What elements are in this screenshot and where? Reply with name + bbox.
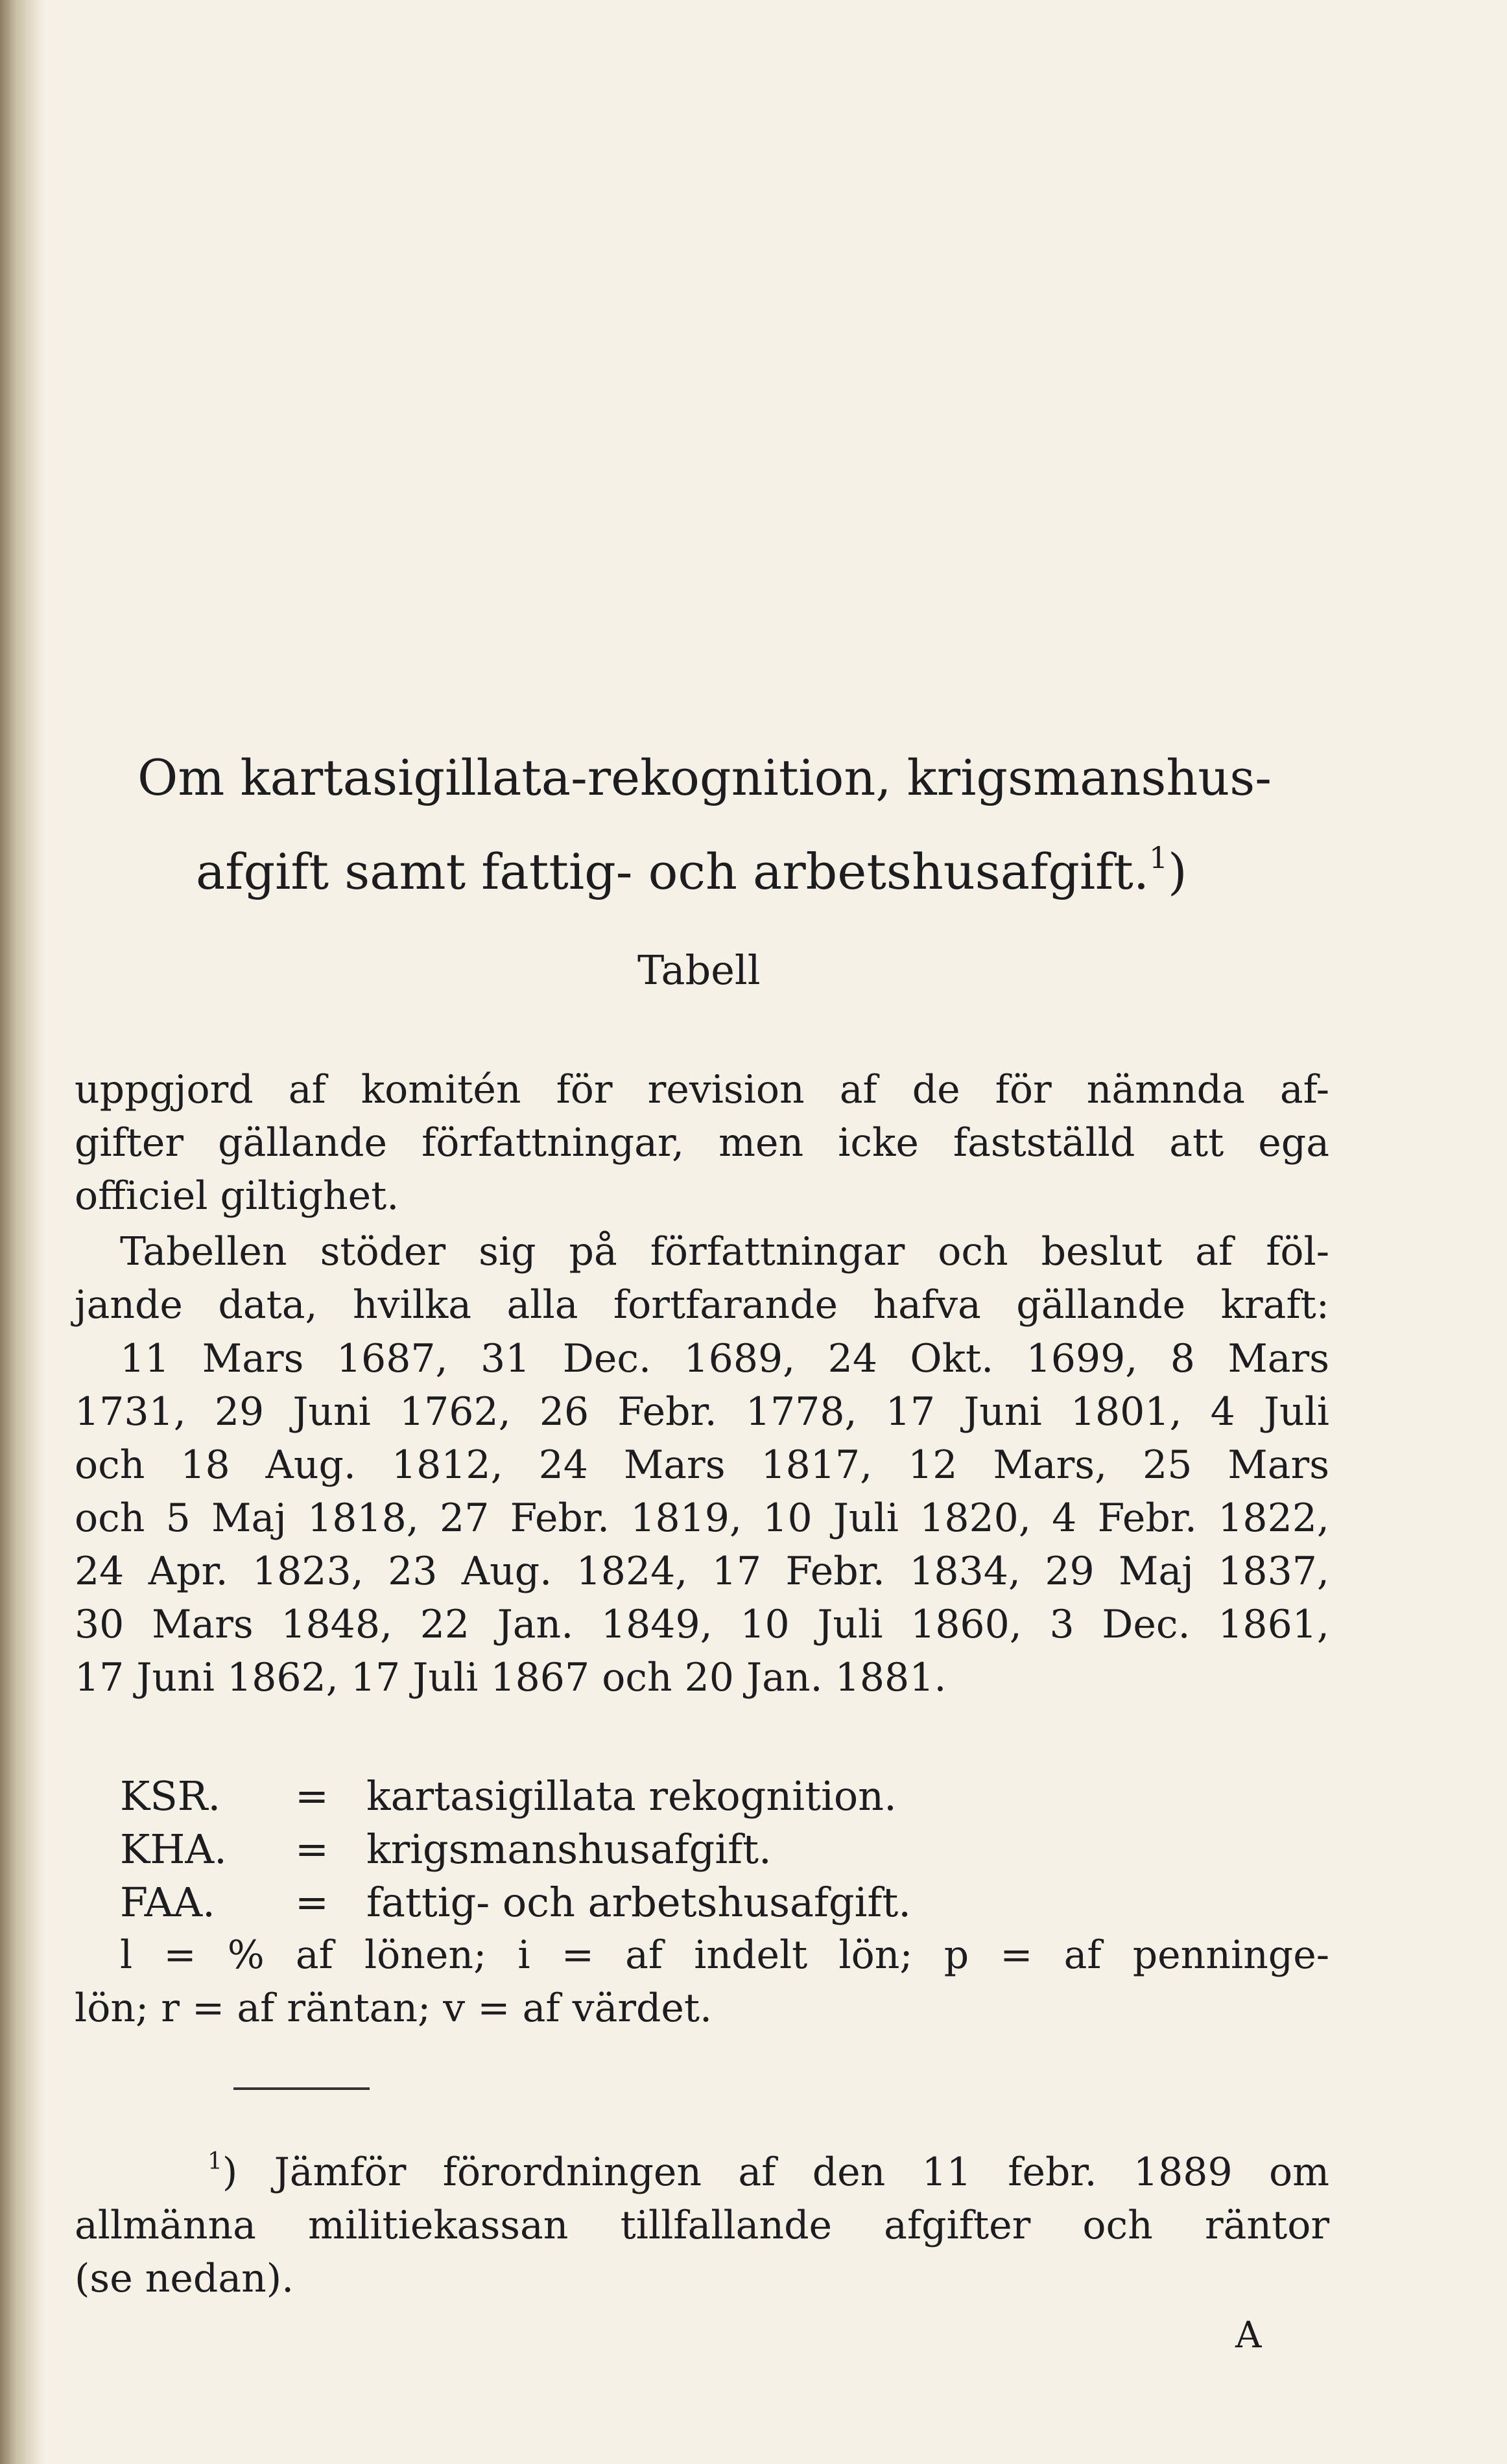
abbreviation-value: krigsmanshusafgift. bbox=[366, 1825, 772, 1873]
heading-line-2-text: afgift samt fattig- och arbetshusafgift. bbox=[196, 843, 1149, 900]
abbreviation-row bbox=[120, 1770, 911, 1823]
dates-line: och 5 Maj 1818, 27 Febr. 1819, 10 Juli 1820, 4 Febr. 1822, bbox=[75, 1496, 1329, 1541]
footnote-mark: 1 bbox=[208, 2148, 222, 2175]
abbreviation-value: fattig- och arbetshusafgift. bbox=[366, 1879, 911, 1926]
footnote-line: allmänna militiekassan tillfallande afgifter och räntor bbox=[75, 2203, 1329, 2248]
dates-line: 11 Mars 1687, 31 Dec. 1689, 24 Okt. 1699, 8 Mars bbox=[120, 1336, 1329, 1381]
footnote-mark-paren: ) bbox=[222, 2150, 238, 2195]
dates-line: 17 Juni 1862, 17 Juli 1867 och 20 Jan. 1881. bbox=[75, 1655, 947, 1700]
equals-sign: = bbox=[295, 1825, 329, 1873]
abbreviation-row bbox=[120, 1876, 911, 1929]
intro-line: officiel giltighet. bbox=[75, 1173, 399, 1219]
abbreviation-list bbox=[120, 1770, 911, 1929]
legend-paragraph bbox=[75, 1929, 1329, 2035]
heading-line-2 bbox=[196, 843, 1187, 900]
legend-line: l = % af lönen; i = af indelt lön; p = af penninge- bbox=[120, 1932, 1329, 1978]
abbreviation-value: kartasigillata rekognition. bbox=[366, 1772, 897, 1820]
legend-line: lön; r = af räntan; v = af värdet. bbox=[75, 1986, 713, 2031]
page-edge-shadow bbox=[0, 0, 45, 2464]
table-subtitle: Tabell bbox=[637, 946, 761, 994]
footnote-reference-paren: ) bbox=[1168, 843, 1187, 900]
heading-line-1: Om kartasigillata-rekognition, krigsmanshus- bbox=[137, 749, 1272, 806]
dates-line: 1731, 29 Juni 1762, 26 Febr. 1778, 17 Juni 1801, 4 Juli bbox=[75, 1389, 1329, 1435]
abbreviation-key: KHA. bbox=[120, 1825, 227, 1873]
abbreviation-row bbox=[120, 1823, 911, 1876]
basis-line: jande data, hvilka alla fortfarande hafva gällande kraft: bbox=[75, 1282, 1329, 1328]
dates-line: 30 Mars 1848, 22 Jan. 1849, 10 Juli 1860, 3 Dec. 1861, bbox=[75, 1602, 1329, 1647]
footnote-line-1-text: Jämför förordningen af den 11 febr. 1889 om bbox=[274, 2150, 1329, 2195]
abbreviation-key: FAA. bbox=[120, 1879, 215, 1926]
footnote-divider bbox=[233, 2087, 370, 2090]
basis-line: Tabellen stöder sig på författningar och beslut af föl- bbox=[120, 1229, 1329, 1274]
intro-paragraph bbox=[75, 1063, 1329, 1223]
intro-line: uppgjord af komitén för revision af de för nämnda af- bbox=[75, 1067, 1329, 1112]
footnote-line bbox=[75, 2146, 1329, 2199]
basis-paragraph bbox=[75, 1225, 1329, 1332]
dates-paragraph bbox=[75, 1332, 1329, 1704]
equals-sign: = bbox=[295, 1879, 329, 1926]
equals-sign: = bbox=[295, 1772, 329, 1820]
footnote-line: (se nedan). bbox=[75, 2256, 294, 2301]
abbreviation-key: KSR. bbox=[120, 1772, 221, 1820]
footnote bbox=[75, 2146, 1329, 2305]
signature-mark: A bbox=[1235, 2314, 1262, 2356]
footnote-reference: 1 bbox=[1148, 841, 1168, 876]
dates-line: 24 Apr. 1823, 23 Aug. 1824, 17 Febr. 1834, 29 Maj 1837, bbox=[75, 1549, 1329, 1594]
intro-line: gifter gällande författningar, men icke fastställd att ega bbox=[75, 1120, 1329, 1166]
dates-line: och 18 Aug. 1812, 24 Mars 1817, 12 Mars, 25 Mars bbox=[75, 1442, 1329, 1488]
